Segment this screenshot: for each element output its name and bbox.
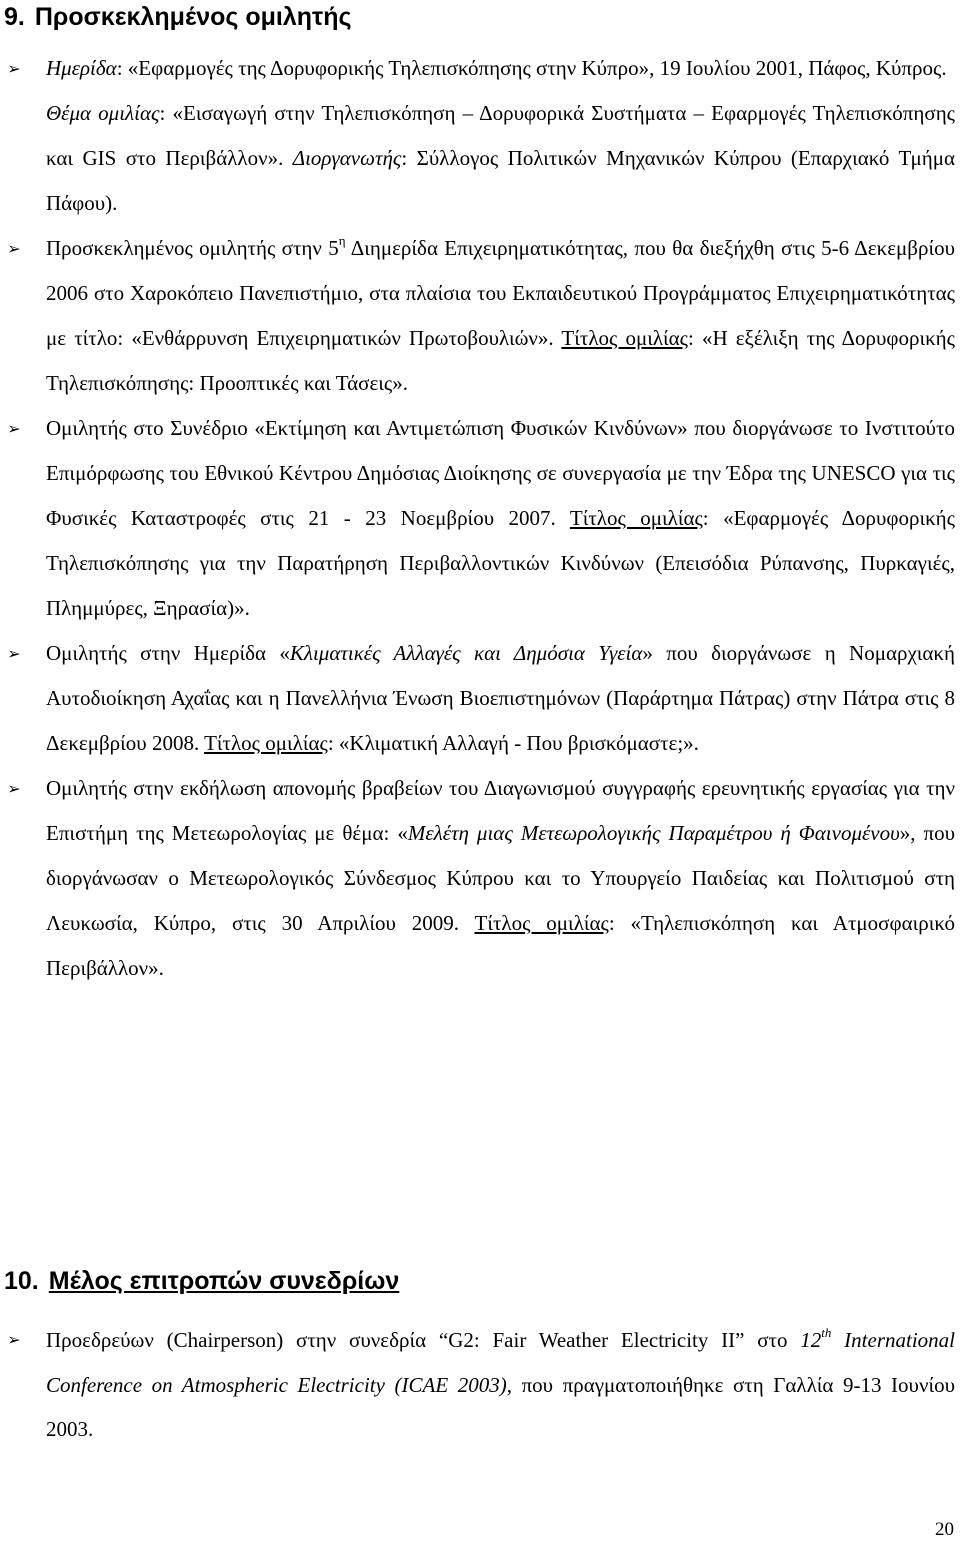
section-number: 9. [4, 3, 25, 31]
item-text-part: Ομιλητής στην Ημερίδα « [46, 641, 290, 665]
talk-title-text: : «Εφαρμογές Δορυφορικής Τηλεπισκόπησης για την Παρατήρηση Περιβαλλοντικών Κινδύνων (Επεισόδια Ρύπανσης, Πυρκαγιές, Πλημμύρες, Ξηρασία)». [46, 506, 955, 620]
ordinal-superscript: η [338, 233, 346, 248]
organizer-label: Διοργανωτής [292, 146, 402, 170]
arrowhead-bullet-icon: ➢ [7, 644, 21, 663]
arrowhead-bullet-icon: ➢ [7, 1330, 21, 1349]
item-text-part: Διημερίδα Επιχειρηματικότητας, που θα διεξήχθη στις 5-6 Δεκεμβρίου 2006 στο Χαροκόπειο Πανεπιστήμιο, στα πλαίσια του Εκπαιδευτικού Προγράμματος Επιχειρηματικότητας με τίτλο: «Ενθάρρυνση Επιχειρηματικών Πρωτοβουλιών». [46, 236, 955, 350]
list-item [0, 46, 960, 226]
item-text-part: » που διοργάνωσε η Νομαρχιακή Αυτοδιοίκηση Αχαΐας και η Πανελλήνια Ένωση Βιοεπιστημόνων (Παράρτημα Πάτρας) στην Πάτρα στις 8 Δεκεμβρίου 2008. [46, 641, 955, 755]
talk-title-label: Τίτλος ομιλίας [561, 326, 688, 350]
talk-title-label: Τίτλος ομιλίας [474, 911, 609, 935]
talk-title-text: : «Η εξέλιξη της Δορυφορικής Τηλεπισκόπησης: Προοπτικές και Τάσεις». [46, 326, 955, 395]
page-number: 20 [935, 1519, 954, 1540]
organizer-text: : Σύλλογος Πολιτικών Μηχανικών Κύπρου (Επαρχιακό Τμήμα Πάφου). [46, 146, 955, 215]
talk-title-text: : «Κλιματική Αλλαγή - Που βρισκόμαστε;». [327, 731, 699, 755]
section-10-list [0, 1318, 960, 1452]
section-title: Μέλος επιτροπών συνεδρίων [48, 1267, 400, 1295]
talk-title-label: Τίτλος ομιλίας [569, 506, 703, 530]
item-text [46, 766, 955, 991]
event-label: Ημερίδα [46, 56, 117, 80]
item-text-part: Προεδρεύων (Chairperson) στην συνεδρία “G2: Fair Weather Electricity II” στο [46, 1328, 801, 1352]
list-item [0, 1318, 960, 1452]
topic-text: : «Εισαγωγή στην Τηλεπισκόπηση – Δορυφορικά Συστήματα – Εφαρμογές Τηλεπισκόπησης και GIS στο Περιβάλλον». [46, 101, 955, 170]
arrowhead-bullet-icon: ➢ [7, 59, 21, 78]
list-item [0, 226, 960, 406]
section-9-heading [4, 2, 352, 32]
event-text: : «Εφαρμογές της Δορυφορικής Τηλεπισκόπησης στην Κύπρο», 19 Ιουλίου 2001, Πάφος, Κύπρος. [116, 56, 947, 80]
arrowhead-bullet-icon: ➢ [7, 239, 21, 258]
talk-title-label: Τίτλος ομιλίας [204, 731, 328, 755]
item-text [46, 406, 955, 631]
item-text-part: Προσκεκλημένος ομιλητής στην 5 [46, 236, 339, 260]
list-item [0, 406, 960, 631]
ordinal-superscript: th [821, 1325, 832, 1340]
item-text [46, 1318, 955, 1452]
conference-ordinal: 12 [800, 1328, 822, 1352]
item-text [46, 631, 955, 766]
item-text-part: Ομιλητής στην εκδήλωση απονομής βραβείων του Διαγωνισμού συγγραφής ερευνητικής εργασίας για την Επιστήμη της Μετεωρολογίας με θέμα: « [46, 776, 955, 845]
item-text-part: , που πραγματοποιήθηκε στη Γαλλία 9-13 Ιουνίου 2003. [46, 1372, 955, 1441]
section-10-heading [4, 1266, 399, 1296]
event-name: Κλιματικές Αλλαγές και Δημόσια Υγεία [289, 641, 643, 665]
section-9-list [0, 46, 960, 991]
item-text-part: », που διοργάνωσαν ο Μετεωρολογικός Σύνδεσμος Κύπρου και το Υπουργείο Παιδείας και Πολιτισμού στη Λευκωσία, Κύπρο, στις 30 Απριλίου 2009. [46, 821, 955, 935]
talk-title-text: : «Τηλεπισκόπηση και Ατμοσφαιρικό Περιβάλλον». [46, 911, 955, 980]
item-text [46, 91, 955, 226]
topic-label: Θέμα ομιλίας [46, 101, 160, 125]
section-number: 10. [4, 1267, 39, 1295]
item-text-part: Ομιλητής στο Συνέδριο «Εκτίμηση και Αντιμετώπιση Φυσικών Κινδύνων» που διοργάνωσε το Ινστιτούτο Επιμόρφωσης του Εθνικού Κέντρου Δημόσιας Διοίκησης σε συνεργασία με την Έδρα της UNESCO για τις Φυσικές Καταστροφές στις 21 - 23 Νοεμβρίου 2007. [46, 416, 955, 530]
arrowhead-bullet-icon: ➢ [7, 779, 21, 798]
arrowhead-bullet-icon: ➢ [7, 419, 21, 438]
list-item [0, 766, 960, 991]
list-item [0, 631, 960, 766]
item-text [46, 226, 955, 406]
conference-name: International Conference on Atmospheric Electricity (ICAE 2003) [46, 1328, 956, 1397]
section-title: Προσκεκλημένος ομιλητής [34, 3, 352, 31]
item-text [46, 46, 955, 91]
essay-theme: Μελέτη μιας Μετεωρολογικής Παραμέτρου ή Φαινομένου [407, 821, 900, 845]
